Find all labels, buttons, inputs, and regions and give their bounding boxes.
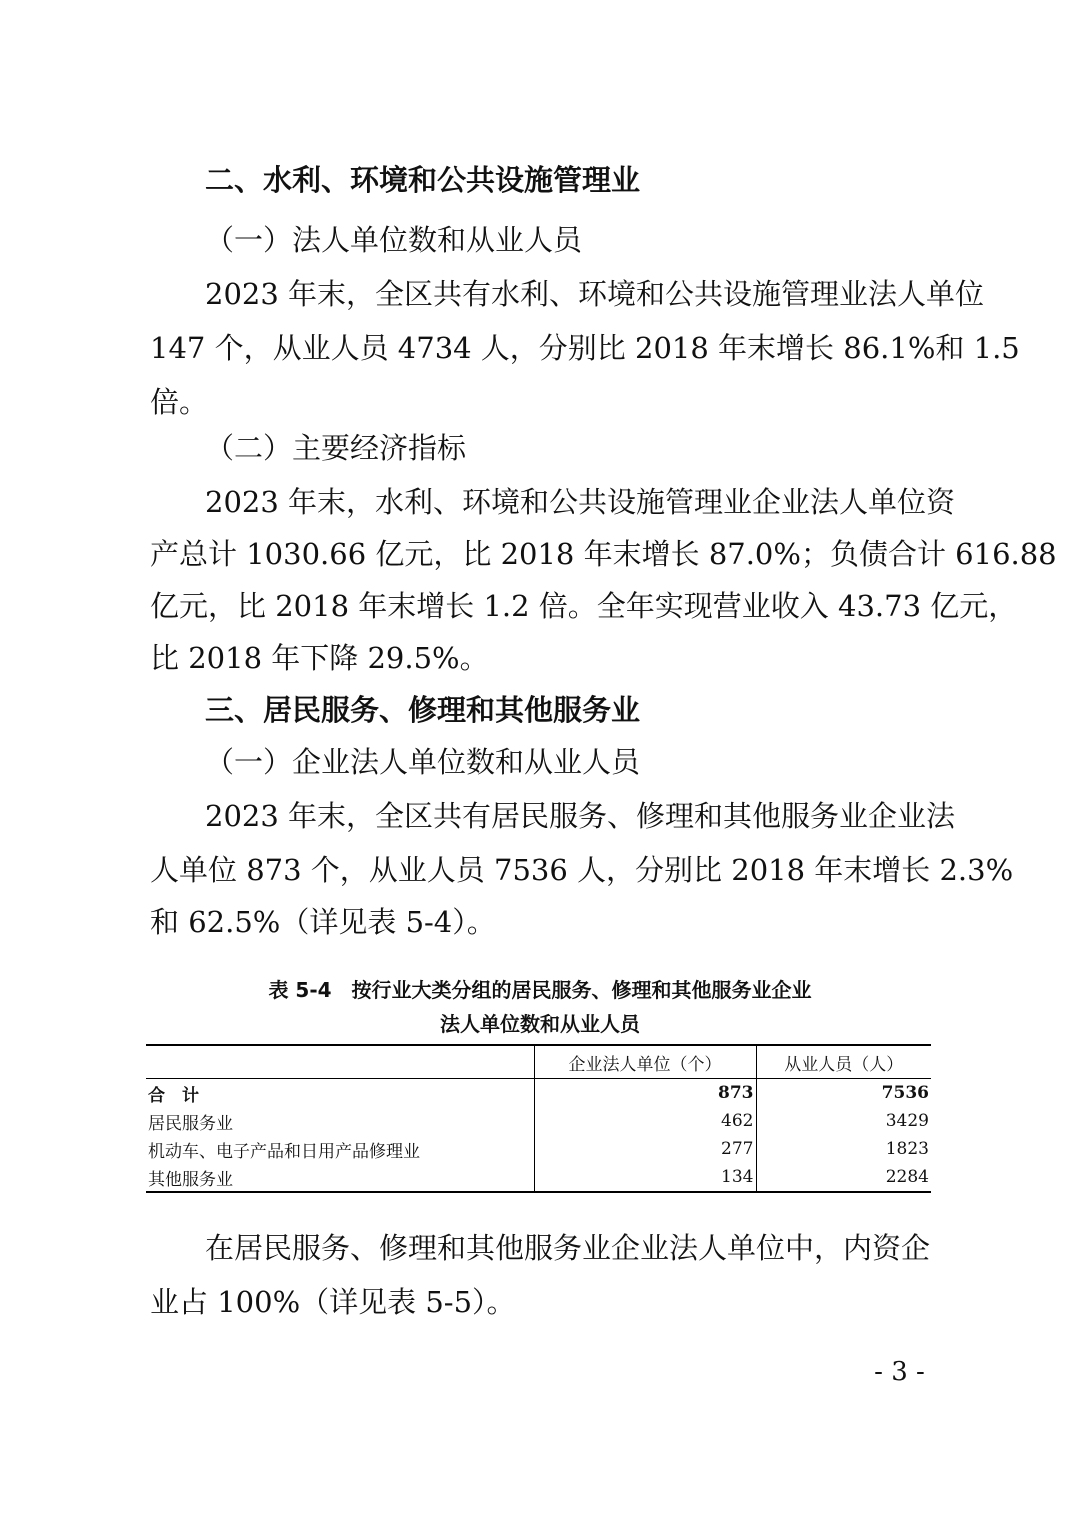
paragraph-line: 2023 年末，全区共有居民服务、修理和其他服务业企业法 — [205, 799, 956, 833]
paragraph-line: 2023 年末，全区共有水利、环境和公共设施管理业法人单位 — [205, 277, 985, 311]
table-header-cell: 从业人员（人） — [756, 1045, 931, 1079]
paragraph-line: 业占 100%（详见表 5-5）。 — [150, 1285, 516, 1319]
table-row-total — [146, 1079, 931, 1108]
table-cell: 3429 — [756, 1107, 931, 1135]
table-cell: 居民服务业 — [148, 1113, 233, 1134]
table-row — [146, 1135, 931, 1163]
table-header-cell — [146, 1045, 534, 1079]
page-number: - 3 - — [874, 1357, 925, 1387]
table-cell: 462 — [534, 1107, 756, 1135]
table-cell: 2284 — [756, 1163, 931, 1192]
table-cell: 合 计 — [148, 1085, 199, 1106]
subheading-economic-indicators: （二）主要经济指标 — [205, 431, 467, 465]
table-row — [146, 1163, 931, 1192]
table-cell: 其他服务业 — [148, 1169, 233, 1190]
table-subtitle: 法人单位数和从业人员 — [440, 1012, 640, 1036]
paragraph-line: 2023 年末，水利、环境和公共设施管理业企业法人单位资 — [205, 485, 956, 519]
paragraph-line: 产总计 1030.66 亿元，比 2018 年末增长 87.0%；负债合计 616.88 — [150, 537, 1057, 571]
table-row — [146, 1107, 931, 1135]
table-cell: 277 — [534, 1135, 756, 1163]
paragraph-line: 比 2018 年下降 29.5%。 — [150, 641, 489, 675]
section-heading-resident-services: 三、居民服务、修理和其他服务业 — [205, 693, 641, 727]
subheading-legal-units: （一）法人单位数和从业人员 — [205, 223, 583, 257]
table-cell: 873 — [534, 1079, 756, 1108]
subheading-enterprise-units: （一）企业法人单位数和从业人员 — [205, 745, 641, 779]
section-heading-water: 二、水利、环境和公共设施管理业 — [205, 163, 641, 197]
paragraph-line: 人单位 873 个，从业人员 7536 人，分别比 2018 年末增长 2.3% — [150, 853, 1014, 887]
table-title: 表 5-4 按行业大类分组的居民服务、修理和其他服务业企业 — [268, 978, 812, 1002]
paragraph-line: 和 62.5%（详见表 5-4）。 — [150, 905, 496, 939]
table-header-row — [146, 1045, 931, 1079]
table-cell: 机动车、电子产品和日用产品修理业 — [148, 1141, 420, 1162]
table-header-cell: 企业法人单位（个） — [534, 1045, 756, 1079]
paragraph-line: 147 个，从业人员 4734 人，分别比 2018 年末增长 86.1%和 1.5 — [150, 331, 1020, 365]
table-cell: 1823 — [756, 1135, 931, 1163]
paragraph-line: 在居民服务、修理和其他服务业企业法人单位中，内资企 — [205, 1231, 931, 1265]
paragraph-line: 亿元，比 2018 年末增长 1.2 倍。全年实现营业收入 43.73 亿元， — [150, 589, 1018, 623]
table-cell: 7536 — [756, 1079, 931, 1108]
paragraph-line: 倍。 — [150, 385, 209, 419]
statistics-table — [146, 1044, 931, 1193]
table-cell: 134 — [534, 1163, 756, 1192]
